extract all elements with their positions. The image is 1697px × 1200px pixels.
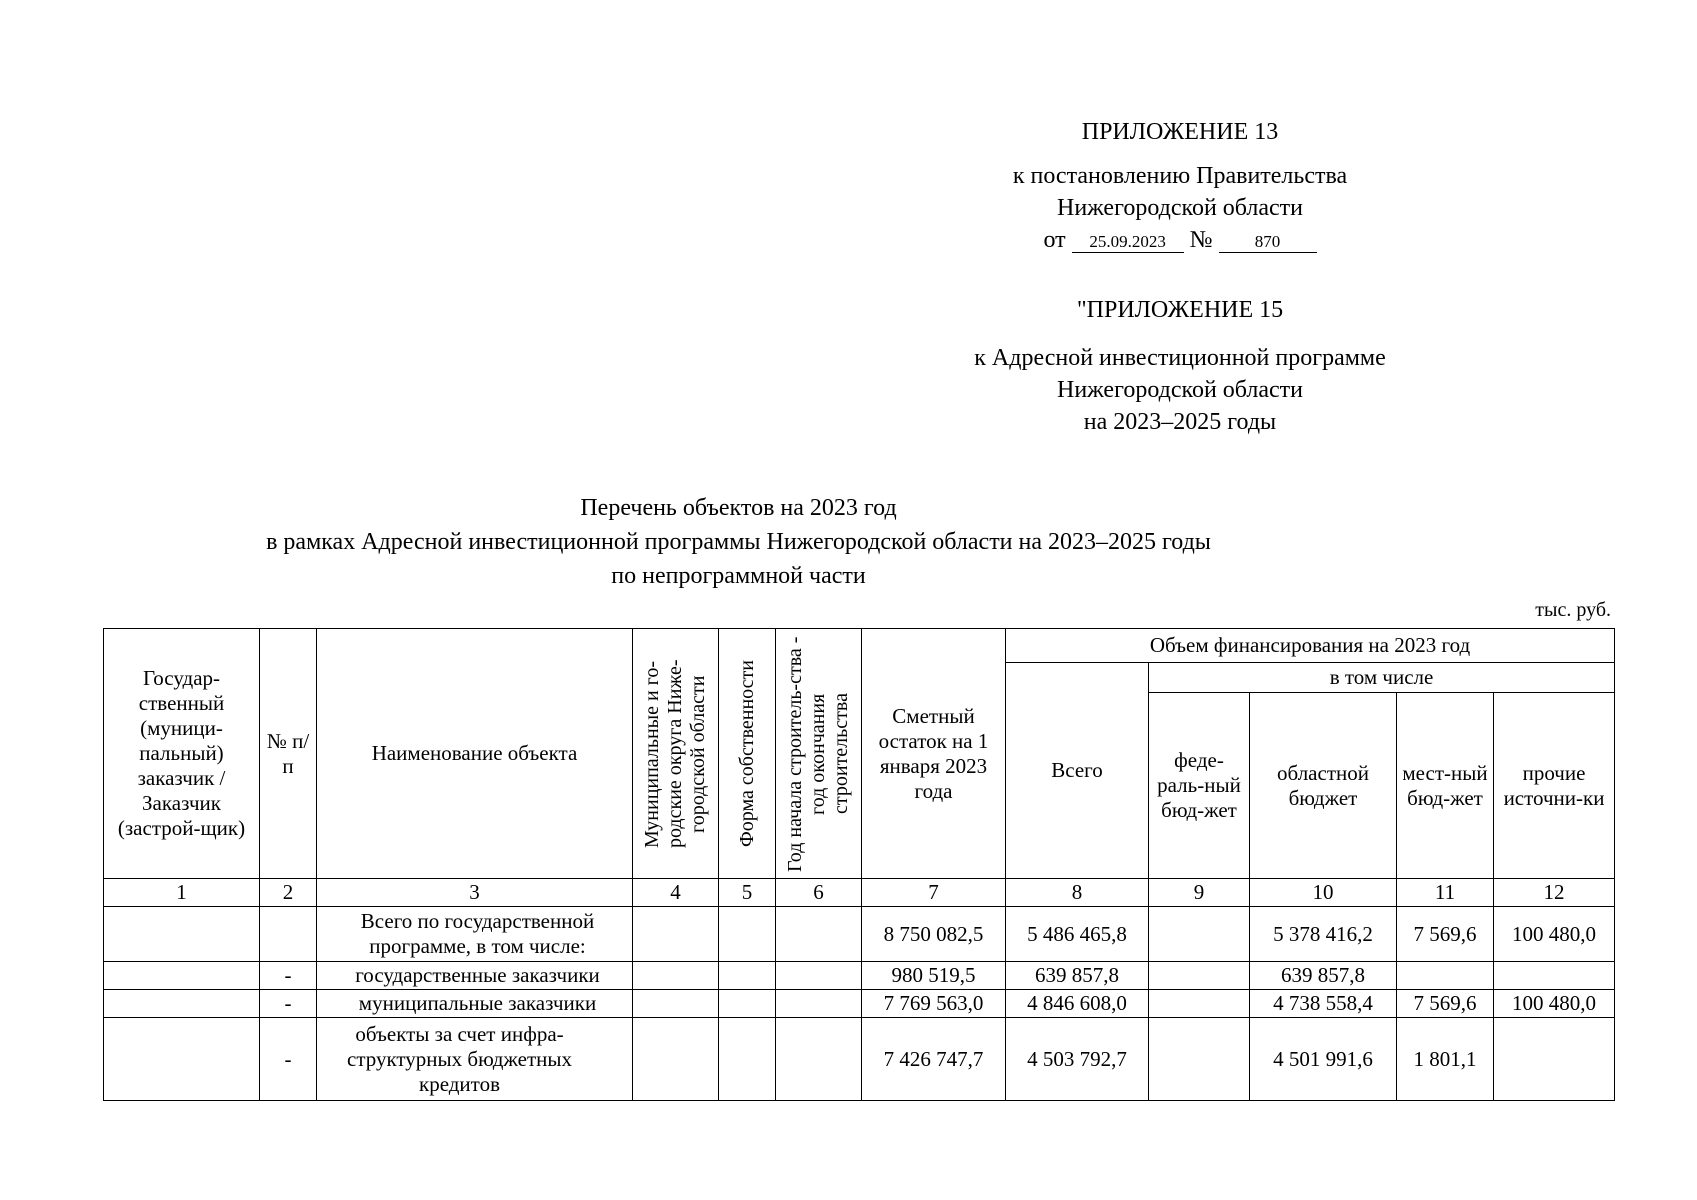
cell-local	[1397, 962, 1494, 990]
cell-other	[1494, 1018, 1615, 1101]
cell-total: 4 846 608,0	[1006, 990, 1149, 1018]
cell-years	[776, 907, 862, 962]
appendix2-title: "ПРИЛОЖЕНИЕ 15	[1076, 297, 1284, 323]
header-including: в том числе	[1149, 663, 1615, 693]
cell-municipal	[633, 962, 719, 990]
cell-total: 5 486 465,8	[1006, 907, 1149, 962]
col-number: 5	[719, 879, 776, 907]
appendix2-line1: к Адресной инвестиционной программе	[974, 345, 1386, 371]
cell-customer	[104, 990, 260, 1018]
table-row	[104, 1018, 1615, 1101]
cell-municipal	[633, 907, 719, 962]
cell-remainder: 7 769 563,0	[862, 990, 1006, 1018]
cell-other	[1494, 962, 1615, 990]
col-number: 8	[1006, 879, 1149, 907]
col-number: 11	[1397, 879, 1494, 907]
cell-years	[776, 962, 862, 990]
cell-ownership	[719, 962, 776, 990]
appendix-date-line	[940, 224, 1420, 256]
header-municipal-cell	[633, 629, 719, 879]
cell-remainder: 980 519,5	[862, 962, 1006, 990]
cell-num	[260, 907, 317, 962]
header-federal: феде-раль-ный бюд-жет	[1149, 693, 1250, 879]
cell-name: государственные заказчики	[317, 962, 633, 990]
cell-name: объекты за счет инфра-структурных бюджетных кредитов	[317, 1018, 633, 1101]
column-numbers-row	[104, 879, 1615, 907]
header-funding: Объем финансирования на 2023 год	[1006, 629, 1615, 663]
header-customer: Государ-ственный (муници-пальный) заказчик / Заказчик (застрой-щик)	[104, 629, 260, 879]
header-regional: областной бюджет	[1250, 693, 1397, 879]
appendix2-line2: Нижегородской области	[1056, 377, 1304, 403]
objects-table	[103, 628, 1615, 1101]
col-number: 12	[1494, 879, 1615, 907]
from-label: от	[1043, 227, 1066, 253]
appendix-line1: к постановлению Правительства	[1012, 163, 1348, 189]
table-row	[104, 907, 1615, 962]
cell-total: 4 503 792,7	[1006, 1018, 1149, 1101]
cell-num: -	[260, 962, 317, 990]
cell-other: 100 480,0	[1494, 907, 1615, 962]
table-row	[104, 990, 1615, 1018]
header-local: мест-ный бюд-жет	[1397, 693, 1494, 879]
doc-title-line2: в рамках Адресной инвестиционной программы Нижегородской области на 2023–2025 годы	[266, 529, 1211, 555]
col-number: 1	[104, 879, 260, 907]
cell-num: -	[260, 990, 317, 1018]
cell-local: 7 569,6	[1397, 907, 1494, 962]
decree-date: 25.09.2023	[1072, 232, 1184, 253]
col-number: 10	[1250, 879, 1397, 907]
col-number: 7	[862, 879, 1006, 907]
cell-municipal	[633, 1018, 719, 1101]
cell-num: -	[260, 1018, 317, 1101]
cell-customer	[104, 1018, 260, 1101]
cell-years	[776, 990, 862, 1018]
appendix2-block	[940, 294, 1420, 438]
col-number: 3	[317, 879, 633, 907]
header-ownership-cell	[719, 629, 776, 879]
cell-total: 639 857,8	[1006, 962, 1149, 990]
cell-remainder: 8 750 082,5	[862, 907, 1006, 962]
cell-customer	[104, 907, 260, 962]
header-years-cell	[776, 629, 862, 879]
header-ownership: Форма собственности	[735, 660, 758, 847]
header-other: прочие источни-ки	[1494, 693, 1615, 879]
number-label: №	[1189, 227, 1213, 253]
table-row	[104, 962, 1615, 990]
units-label: тыс. руб.	[1535, 599, 1611, 621]
cell-regional: 4 501 991,6	[1250, 1018, 1397, 1101]
col-number: 4	[633, 879, 719, 907]
doc-title-line3: по непрограммной части	[611, 563, 866, 589]
cell-ownership	[719, 990, 776, 1018]
header-name: Наименование объекта	[317, 629, 633, 879]
cell-local: 7 569,6	[1397, 990, 1494, 1018]
cell-federal	[1149, 907, 1250, 962]
appendix-line2: Нижегородской области	[1056, 195, 1304, 221]
cell-regional: 639 857,8	[1250, 962, 1397, 990]
appendix-title: ПРИЛОЖЕНИЕ 13	[1081, 119, 1279, 145]
cell-federal	[1149, 1018, 1250, 1101]
decree-number: 870	[1219, 232, 1317, 253]
cell-customer	[104, 962, 260, 990]
doc-title-line1: Перечень объектов на 2023 год	[580, 495, 897, 521]
col-number: 2	[260, 879, 317, 907]
doc-title	[0, 491, 1587, 593]
header-remainder: Сметный остаток на 1 января 2023 года	[862, 629, 1006, 879]
appendix2-line3: на 2023–2025 годы	[1083, 409, 1277, 435]
cell-name: Всего по государственной программе, в том числе:	[317, 907, 633, 962]
col-number: 6	[776, 879, 862, 907]
cell-federal	[1149, 962, 1250, 990]
cell-remainder: 7 426 747,7	[862, 1018, 1006, 1101]
cell-name: муниципальные заказчики	[317, 990, 633, 1018]
header-num: № п/п	[260, 629, 317, 879]
cell-ownership	[719, 1018, 776, 1101]
cell-other: 100 480,0	[1494, 990, 1615, 1018]
header-years: Год начала строитель-ства - год окончания строительства	[784, 635, 852, 872]
cell-federal	[1149, 990, 1250, 1018]
cell-regional: 4 738 558,4	[1250, 990, 1397, 1018]
cell-years	[776, 1018, 862, 1101]
col-number: 9	[1149, 879, 1250, 907]
appendix-block	[940, 116, 1420, 256]
cell-municipal	[633, 990, 719, 1018]
header-total: Всего	[1006, 663, 1149, 879]
cell-ownership	[719, 907, 776, 962]
cell-local: 1 801,1	[1397, 1018, 1494, 1101]
header-municipal: Муниципальные и го-родские округа Ниже-городской области	[641, 659, 709, 848]
cell-regional: 5 378 416,2	[1250, 907, 1397, 962]
